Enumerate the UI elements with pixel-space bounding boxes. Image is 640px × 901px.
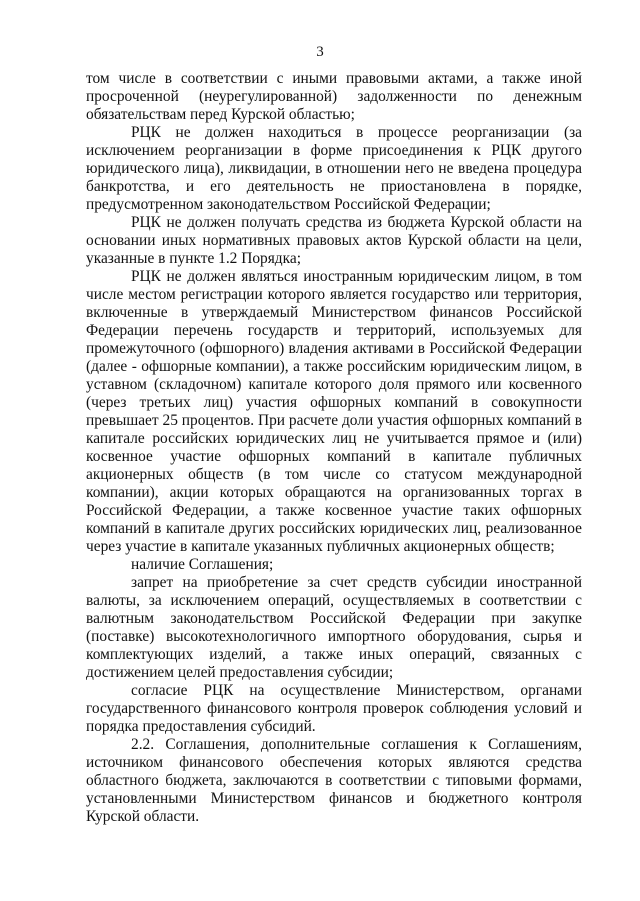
paragraph-foreign-entity: РЦК не должен являться иностранным юридическим лицом, в том числе местом регистрации которого является государство или территория, включенные в утверждаемый Министерством финансов Российской Федерации перечень государств и территорий, используемых для промежуточного (офшорного) владения активами в Российской Федерации (далее - офшорные компании), а также российским юридическим лицом, в уставном (складочном) капитале которого доля прямого или косвенного (через третьих лиц) участия офшорных компаний в совокупности превышает 25 процентов. При расчете доли участия офшорных компаний в капитале российских юридических лиц не учитывается прямое и (или) косвенное участие офшорных компаний в капитале публичных акционерных обществ (в том числе со статусом международной компании), акции которых обращаются на организованных торгах в Российской Федерации, а также косвенное участие таких офшорных компаний в капитале других российских юридических лиц, реализованное через участие в капитале указанных публичных акционерных обществ; (86, 268, 582, 555)
paragraph-continuation: том числе в соответствии с иными правовыми актами, а также иной просроченной (неурегулированной) задолженности по денежным обязательствам перед Курской областью; (86, 70, 582, 123)
document-body (86, 70, 582, 826)
paragraph-consent: согласие РЦК на осуществление Министерством, органами государственного финансового контроля проверок соблюдения условий и порядка предоставления субсидий. (86, 682, 582, 735)
paragraph-reorganization: РЦК не должен находиться в процессе реорганизации (за исключением реорганизации в форме присоединения к РЦК другого юридического лица), ликвидации, в отношении него не введена процедура банкротства, и его деятельность не приостановлена в порядке, предусмотренном законодательством Российской Федерации; (86, 124, 582, 213)
paragraph-2-2: 2.2. Соглашения, дополнительные соглашения к Соглашениям, источником финансового обеспечения которых являются средства областного бюджета, заключаются в соответствии с типовыми формами, установленными Министерством финансов и бюджетного контроля Курской области. (86, 736, 582, 825)
page-number: 3 (316, 44, 324, 60)
paragraph-currency-ban: запрет на приобретение за счет средств субсидии иностранной валюты, за исключением операций, осуществляемых в соответствии с валютным законодательством Российской Федерации при закупке (поставке) высокотехнологичного импортного оборудования, сырья и комплектующих изделий, а также иных операций, связанных с достижением целей предоставления субсидии; (86, 574, 582, 681)
paragraph-budget-funds: РЦК не должен получать средства из бюджета Курской области на основании иных нормативных правовых актов Курской области на цели, указанные в пункте 1.2 Порядка; (86, 214, 582, 267)
paragraph-agreement: наличие Соглашения; (131, 556, 274, 573)
